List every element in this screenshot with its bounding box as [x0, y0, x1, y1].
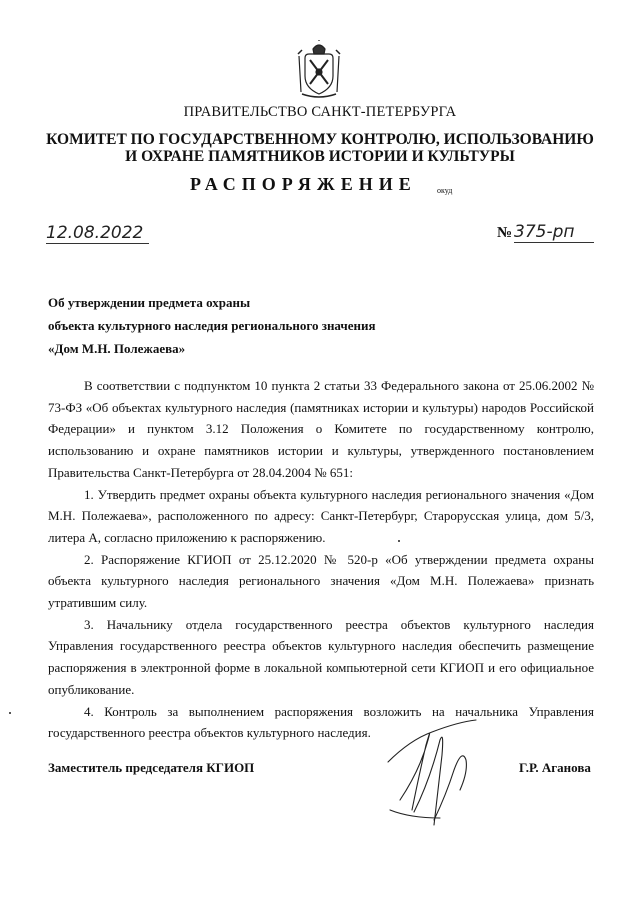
- document-subject: [48, 291, 376, 360]
- government-name: ПРАВИТЕЛЬСТВО САНКТ-ПЕТЕРБУРГА: [183, 104, 457, 120]
- intro-paragraph: В соответствии с подпунктом 10 пункта 2 статьи 33 Федерального закона от 25.06.2002 № 73-ФЗ «Об объектах культурного наследия (памятниках истории и культуры) народов Российской Федерации» и пунктом 3.12 Положения о Комитете по государственному контролю, использованию и охране памятников истории и культуры, утвержденного постановлением Правительства Санкт-Петербурга от 28.04.2004 № 651:: [48, 378, 594, 480]
- number-label: №: [497, 225, 513, 241]
- document-number: 375-рп: [514, 222, 594, 243]
- document-type: РАСПОРЯЖЕНИЕ: [190, 174, 417, 194]
- st-petersburg-coat-of-arms-icon: [296, 40, 342, 98]
- scan-speck: [398, 540, 400, 542]
- item-1: 1. Утвердить предмет охраны объекта культурного наследия регионального значения «Дом М.Н. Полежаева», расположенного по адресу: Санкт-Петербург, Старорусская улица, дом 5/3, литера А, согласно приложению к распоряжению.: [48, 486, 594, 545]
- subject-line-1: Об утверждении предмета охраны: [48, 295, 251, 310]
- scan-speck: [9, 712, 11, 714]
- document-body: [48, 375, 594, 744]
- handwritten-signature-icon: [380, 700, 500, 830]
- item-3: 3. Начальнику отдела государственного реестра объектов культурного наследия Управления государственного реестра объектов культурного наследия обеспечить размещение распоряжения в электронной форме в локальной компьютерной сети КГИОП и его официальное опубликование.: [48, 616, 594, 697]
- item-4: 4. Контроль за выполнением распоряжения возложить на начальника Управления государственного реестра объектов культурного наследия.: [48, 703, 594, 741]
- subject-line-2: объекта культурного наследия регионального значения: [48, 318, 376, 333]
- committee-line-1: КОМИТЕТ ПО ГОСУДАРСТВЕННОМУ КОНТРОЛЮ, ИСПОЛЬЗОВАНИЮ: [46, 131, 594, 148]
- okud-label: окуд: [437, 186, 453, 195]
- document-date: 12.08.2022: [46, 223, 149, 244]
- item-2: 2. Распоряжение КГИОП от 25.12.2020 № 520-р «Об утверждении предмета охраны объекта культурного наследия регионального значения «Дом М.Н. Полежаева» признать утратившим силу.: [48, 551, 594, 611]
- committee-line-2: И ОХРАНЕ ПАМЯТНИКОВ ИСТОРИИ И КУЛЬТУРЫ: [125, 148, 515, 165]
- signer-name: Г.Р. Аганова: [519, 760, 591, 775]
- committee-name: [0, 131, 640, 165]
- signer-position: Заместитель председателя КГИОП: [48, 760, 255, 775]
- subject-line-3: «Дом М.Н. Полежаева»: [48, 341, 186, 356]
